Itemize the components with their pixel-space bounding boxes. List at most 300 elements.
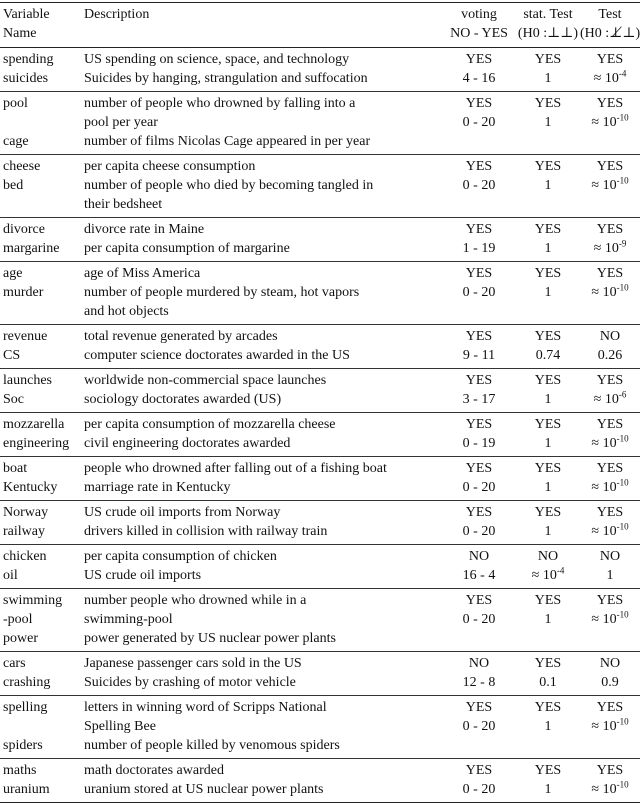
description-cell — [82, 761, 442, 799]
voting-cell-verdict: YES — [465, 329, 493, 344]
variable-name — [3, 195, 82, 214]
test-cell — [580, 459, 640, 497]
stat-test-cell-verdict: YES — [534, 505, 562, 520]
voting-cell — [442, 698, 516, 755]
description: math doctorates awarded — [84, 763, 224, 778]
header-test — [580, 5, 640, 47]
variable-name: bed — [3, 178, 24, 193]
voting-cell — [442, 547, 516, 585]
stat-test-cell-value — [516, 780, 580, 799]
stat-test-cell — [516, 264, 580, 321]
voting-cell-verdict: YES — [465, 505, 493, 520]
stat-test-cell-value — [516, 283, 580, 302]
voting-cell-value-base: 0 - 20 — [462, 285, 496, 300]
stat-test-cell-verdict: YES — [534, 417, 562, 432]
voting-cell-value-base: 3 - 17 — [462, 392, 496, 407]
variable-name: divorce — [3, 222, 45, 237]
variable-name-cell — [0, 415, 82, 453]
test-cell — [580, 698, 640, 755]
header-variable-name — [0, 5, 82, 47]
description: worldwide non-commercial space launches — [84, 373, 327, 388]
voting-cell-value — [442, 283, 516, 302]
description-cell — [82, 503, 442, 541]
voting-cell — [442, 761, 516, 799]
test-cell-value — [580, 717, 640, 736]
variable-name: spending — [3, 52, 54, 67]
description-cell — [82, 591, 442, 648]
voting-cell-value — [442, 566, 516, 585]
stat-test-cell — [516, 220, 580, 258]
voting-cell-value-base: 0 - 20 — [462, 719, 496, 734]
test-cell-verdict: YES — [596, 159, 624, 174]
header-name-line1: Variable — [3, 7, 50, 22]
voting-cell-verdict: YES — [465, 52, 493, 67]
voting-cell-value-base: 0 - 20 — [462, 480, 496, 495]
voting-cell — [442, 459, 516, 497]
table-row — [0, 544, 640, 588]
stat-test-cell-value-base: 1 — [544, 436, 552, 451]
test-cell-value-base: ≈ 10 — [593, 392, 619, 407]
voting-cell — [442, 220, 516, 258]
test-cell-verdict: YES — [596, 417, 624, 432]
stat-test-cell — [516, 157, 580, 214]
voting-cell — [442, 503, 516, 541]
test-cell-value — [580, 390, 640, 409]
voting-cell — [442, 327, 516, 365]
stat-test-cell — [516, 654, 580, 692]
voting-cell-value-base: 0 - 20 — [462, 524, 496, 539]
test-cell-value-base: ≈ 10 — [593, 71, 619, 86]
stat-test-cell-value — [516, 390, 580, 409]
test-cell-verdict: NO — [599, 549, 621, 564]
voting-cell-verdict: YES — [465, 266, 493, 281]
variable-name: swimming — [3, 593, 63, 608]
header-test-line1: Test — [598, 7, 622, 22]
variable-name: margarine — [3, 241, 60, 256]
test-cell — [580, 547, 640, 585]
description: number of people who drowned by falling into a — [84, 96, 356, 111]
header-test-line2: (H0 :⊥̸⊥) — [580, 26, 640, 41]
test-cell-value — [580, 283, 640, 302]
description-cell — [82, 220, 442, 258]
test-cell-value — [580, 478, 640, 497]
variable-name — [3, 717, 82, 736]
stat-test-cell — [516, 50, 580, 88]
description-cell — [82, 327, 442, 365]
stat-test-cell-value — [516, 434, 580, 453]
description: per capita consumption of mozzarella cheese — [84, 417, 336, 432]
stat-test-cell-value-base: 1 — [544, 241, 552, 256]
stat-test-cell-verdict: YES — [534, 461, 562, 476]
voting-cell-verdict: NO — [468, 549, 490, 564]
voting-cell-verdict: YES — [465, 763, 493, 778]
description-cell — [82, 50, 442, 88]
description-cell — [82, 698, 442, 755]
variable-name-cell — [0, 503, 82, 541]
test-cell-verdict: YES — [596, 96, 624, 111]
test-cell-verdict: NO — [599, 329, 621, 344]
header-stat-line2: (H0 :⊥⊥) — [517, 26, 579, 41]
test-cell-value-exponent: -10 — [616, 175, 629, 186]
variable-name: railway — [3, 524, 45, 539]
test-cell-value-exponent: -4 — [618, 68, 627, 79]
variable-name: Norway — [3, 505, 49, 520]
description: number of people who died by becoming tangled in — [84, 178, 374, 193]
voting-cell — [442, 654, 516, 692]
voting-cell-verdict: NO — [468, 656, 490, 671]
table-row — [0, 456, 640, 500]
test-cell-value — [580, 566, 640, 585]
voting-cell-verdict: YES — [465, 159, 493, 174]
description-cell — [82, 547, 442, 585]
description: number of films Nicolas Cage appeared in per year — [84, 134, 371, 149]
variable-name-cell — [0, 50, 82, 88]
description-cell — [82, 459, 442, 497]
test-cell-value-base: ≈ 10 — [591, 612, 617, 627]
results-table — [0, 2, 640, 803]
stat-test-cell-value-base: 0.74 — [535, 348, 561, 363]
test-cell-value-exponent: -10 — [616, 716, 629, 727]
voting-cell-verdict: YES — [465, 593, 493, 608]
voting-cell — [442, 50, 516, 88]
test-cell-value-exponent: -10 — [616, 521, 629, 532]
variable-name-cell — [0, 264, 82, 321]
voting-cell-verdict: YES — [465, 373, 493, 388]
voting-cell-verdict: YES — [465, 222, 493, 237]
test-cell-value — [580, 346, 640, 365]
test-cell-value-base: ≈ 10 — [591, 115, 617, 130]
stat-test-cell — [516, 415, 580, 453]
description: letters in winning word of Scripps National — [84, 700, 327, 715]
test-cell-value-base: ≈ 10 — [591, 285, 617, 300]
stat-test-cell-verdict: YES — [534, 656, 562, 671]
voting-cell-value — [442, 113, 516, 132]
test-cell-value — [580, 176, 640, 195]
variable-name: cage — [3, 134, 29, 149]
stat-test-cell-value — [516, 113, 580, 132]
variable-name: suicides — [3, 71, 49, 86]
description-cell — [82, 415, 442, 453]
variable-name: engineering — [3, 436, 70, 451]
stat-test-cell — [516, 94, 580, 151]
header-vote-line2: NO - YES — [450, 26, 508, 41]
stat-test-cell — [516, 761, 580, 799]
test-cell-verdict: YES — [596, 593, 624, 608]
test-cell-verdict: YES — [596, 266, 624, 281]
test-cell — [580, 94, 640, 151]
variable-name: pool — [3, 96, 28, 111]
variable-name-cell — [0, 547, 82, 585]
test-cell-value-base: ≈ 10 — [591, 178, 617, 193]
variable-name: uranium — [3, 782, 50, 797]
voting-cell-value — [442, 522, 516, 541]
variable-name: cars — [3, 656, 26, 671]
variable-name: murder — [3, 285, 44, 300]
test-cell-value-exponent: -10 — [616, 112, 629, 123]
variable-name-cell — [0, 157, 82, 214]
description: US spending on science, space, and technology — [84, 52, 350, 67]
stat-test-cell-value — [516, 478, 580, 497]
stat-test-cell-verdict: YES — [534, 700, 562, 715]
variable-name: spiders — [3, 738, 43, 753]
voting-cell — [442, 157, 516, 214]
variable-name: age — [3, 266, 23, 281]
variable-name-cell — [0, 327, 82, 365]
voting-cell-verdict: YES — [465, 417, 493, 432]
variable-name-cell — [0, 371, 82, 409]
voting-cell-value-base: 1 - 19 — [462, 241, 496, 256]
variable-name-cell — [0, 94, 82, 151]
header-stat-test — [516, 5, 580, 47]
voting-cell-value — [442, 346, 516, 365]
voting-cell-value — [442, 780, 516, 799]
voting-cell-value-base: 4 - 16 — [462, 71, 496, 86]
table-row — [0, 324, 640, 368]
table-row — [0, 261, 640, 324]
voting-cell-value-base: 0 - 20 — [462, 782, 496, 797]
description: Spelling Bee — [84, 719, 156, 734]
test-cell — [580, 371, 640, 409]
variable-name: maths — [3, 763, 37, 778]
test-cell-value-base: ≈ 10 — [593, 241, 619, 256]
test-cell-value-base: 0.9 — [601, 675, 619, 690]
description: US crude oil imports — [84, 568, 202, 583]
table-row — [0, 695, 640, 758]
variable-name: chicken — [3, 549, 47, 564]
variable-name — [3, 113, 82, 132]
variable-name-cell — [0, 654, 82, 692]
voting-cell-value-base: 0 - 20 — [462, 115, 496, 130]
table-body — [0, 48, 640, 802]
table-row — [0, 412, 640, 456]
test-cell-value — [580, 522, 640, 541]
stat-test-cell-verdict: YES — [534, 593, 562, 608]
table-row — [0, 588, 640, 651]
description: uranium stored at US nuclear power plants — [84, 782, 324, 797]
table-row — [0, 500, 640, 544]
description: number people who drowned while in a — [84, 593, 307, 608]
stat-test-cell — [516, 591, 580, 648]
description: marriage rate in Kentucky — [84, 480, 231, 495]
test-cell-value-base: ≈ 10 — [591, 782, 617, 797]
stat-test-cell-value — [516, 566, 580, 585]
table-row — [0, 48, 640, 91]
test-cell-value-exponent: -10 — [616, 779, 629, 790]
voting-cell-value-base: 16 - 4 — [462, 568, 496, 583]
description: number of people murdered by steam, hot vapors — [84, 285, 360, 300]
description-cell — [82, 94, 442, 151]
header-name-line2: Name — [3, 26, 37, 41]
test-cell-value — [580, 239, 640, 258]
stat-test-cell — [516, 698, 580, 755]
variable-name: spelling — [3, 700, 48, 715]
stat-test-cell-value-base: 1 — [544, 71, 552, 86]
voting-cell — [442, 371, 516, 409]
description: power generated by US nuclear power plants — [84, 631, 336, 646]
test-cell-value-base: 0.26 — [597, 348, 623, 363]
variable-name: cheese — [3, 159, 41, 174]
stat-test-cell — [516, 547, 580, 585]
test-cell-verdict: YES — [596, 222, 624, 237]
test-cell — [580, 50, 640, 88]
test-cell-value — [580, 610, 640, 629]
voting-cell-value — [442, 176, 516, 195]
test-cell-verdict: YES — [596, 763, 624, 778]
test-cell — [580, 264, 640, 321]
stat-test-cell-verdict: YES — [534, 52, 562, 67]
test-cell-value-base: ≈ 10 — [591, 719, 617, 734]
stat-test-cell-verdict: YES — [534, 222, 562, 237]
stat-test-cell-value-base: 1 — [544, 524, 552, 539]
test-cell-value — [580, 434, 640, 453]
stat-test-cell-value-exponent: -4 — [556, 565, 565, 576]
voting-cell-value — [442, 434, 516, 453]
variable-name-cell — [0, 761, 82, 799]
voting-cell-value — [442, 673, 516, 692]
test-cell-value — [580, 673, 640, 692]
test-cell — [580, 220, 640, 258]
description-cell — [82, 654, 442, 692]
description: people who drowned after falling out of a fishing boat — [84, 461, 387, 476]
voting-cell — [442, 264, 516, 321]
description-cell — [82, 157, 442, 214]
stat-test-cell-value-base: ≈ 10 — [531, 568, 557, 583]
test-cell-value-exponent: -9 — [618, 238, 627, 249]
description: drivers killed in collision with railway train — [84, 524, 328, 539]
voting-cell-value — [442, 717, 516, 736]
voting-cell-verdict: YES — [465, 700, 493, 715]
description: pool per year — [84, 115, 158, 130]
variable-name: revenue — [3, 329, 48, 344]
stat-test-cell-verdict: YES — [534, 763, 562, 778]
test-cell-value — [580, 780, 640, 799]
test-cell — [580, 761, 640, 799]
stat-test-cell-verdict: YES — [534, 96, 562, 111]
stat-test-cell — [516, 327, 580, 365]
stat-test-cell-value-base: 0.1 — [539, 675, 557, 690]
voting-cell — [442, 415, 516, 453]
stat-test-cell-value — [516, 346, 580, 365]
stat-test-cell-verdict: YES — [534, 266, 562, 281]
description: number of people killed by venomous spiders — [84, 738, 340, 753]
variable-name: crashing — [3, 675, 51, 690]
stat-test-cell-verdict: YES — [534, 373, 562, 388]
description: per capita consumption of chicken — [84, 549, 277, 564]
variable-name: mozzarella — [3, 417, 65, 432]
table-header — [0, 3, 640, 48]
test-cell — [580, 591, 640, 648]
voting-cell-verdict: YES — [465, 461, 493, 476]
stat-test-cell — [516, 371, 580, 409]
stat-test-cell-value — [516, 610, 580, 629]
table-row — [0, 154, 640, 217]
voting-cell-value-base: 0 - 20 — [462, 178, 496, 193]
stat-test-cell — [516, 503, 580, 541]
variable-name: Soc — [3, 392, 24, 407]
description: US crude oil imports from Norway — [84, 505, 281, 520]
test-cell — [580, 157, 640, 214]
test-cell-value-exponent: -10 — [616, 282, 629, 293]
test-cell-value-exponent: -10 — [616, 609, 629, 620]
voting-cell-verdict: YES — [465, 96, 493, 111]
stat-test-cell-verdict: YES — [534, 159, 562, 174]
voting-cell-value — [442, 478, 516, 497]
variable-name: oil — [3, 568, 18, 583]
test-cell-value-exponent: -6 — [618, 389, 627, 400]
voting-cell-value-base: 9 - 11 — [462, 348, 496, 363]
test-cell-value-base: ≈ 10 — [591, 436, 617, 451]
header-description: Description — [84, 7, 150, 22]
variable-name: power — [3, 631, 38, 646]
description-cell — [82, 264, 442, 321]
test-cell — [580, 415, 640, 453]
description: their bedsheet — [84, 197, 163, 212]
description: age of Miss America — [84, 266, 201, 281]
description: Suicides by crashing of motor vehicle — [84, 675, 296, 690]
description: computer science doctorates awarded in the US — [84, 348, 350, 363]
stat-test-cell — [516, 459, 580, 497]
voting-cell-value — [442, 390, 516, 409]
stat-test-cell-value — [516, 522, 580, 541]
table-row — [0, 91, 640, 154]
test-cell — [580, 327, 640, 365]
test-cell-value-base: ≈ 10 — [591, 480, 617, 495]
table-row — [0, 217, 640, 261]
stat-test-cell-value — [516, 239, 580, 258]
description: divorce rate in Maine — [84, 222, 205, 237]
test-cell-value — [580, 113, 640, 132]
stat-test-cell-value — [516, 717, 580, 736]
variable-name-cell — [0, 220, 82, 258]
test-cell-verdict: YES — [596, 373, 624, 388]
test-cell-verdict: YES — [596, 700, 624, 715]
stat-test-cell-value-base: 1 — [544, 285, 552, 300]
variable-name — [3, 302, 82, 321]
test-cell-value-base: ≈ 10 — [591, 524, 617, 539]
stat-test-cell-value-base: 1 — [544, 178, 552, 193]
voting-cell — [442, 94, 516, 151]
description: Japanese passenger cars sold in the US — [84, 656, 302, 671]
variable-name: launches — [3, 373, 52, 388]
variable-name-cell — [0, 698, 82, 755]
description: per capita cheese consumption — [84, 159, 256, 174]
stat-test-cell-verdict: NO — [537, 549, 559, 564]
stat-test-cell-value-base: 1 — [544, 782, 552, 797]
description: and hot objects — [84, 304, 169, 319]
variable-name-cell — [0, 591, 82, 648]
test-cell-value-base: 1 — [606, 568, 614, 583]
voting-cell-value-base: 12 - 8 — [462, 675, 496, 690]
stat-test-cell-value-base: 1 — [544, 480, 552, 495]
description: per capita consumption of margarine — [84, 241, 290, 256]
stat-test-cell-verdict: YES — [534, 329, 562, 344]
variable-name-cell — [0, 459, 82, 497]
header-voting — [442, 5, 516, 47]
description: civil engineering doctorates awarded — [84, 436, 291, 451]
stat-test-cell-value-base: 1 — [544, 392, 552, 407]
variable-name: CS — [3, 348, 21, 363]
stat-test-cell-value — [516, 176, 580, 195]
table-row — [0, 758, 640, 802]
test-cell-verdict: YES — [596, 505, 624, 520]
voting-cell-value-base: 0 - 19 — [462, 436, 496, 451]
description: Suicides by hanging, strangulation and suffocation — [84, 71, 368, 86]
voting-cell — [442, 591, 516, 648]
variable-name: boat — [3, 461, 28, 476]
header-stat-line1: stat. Test — [523, 7, 573, 22]
test-cell-verdict: NO — [599, 656, 621, 671]
description-cell — [82, 371, 442, 409]
